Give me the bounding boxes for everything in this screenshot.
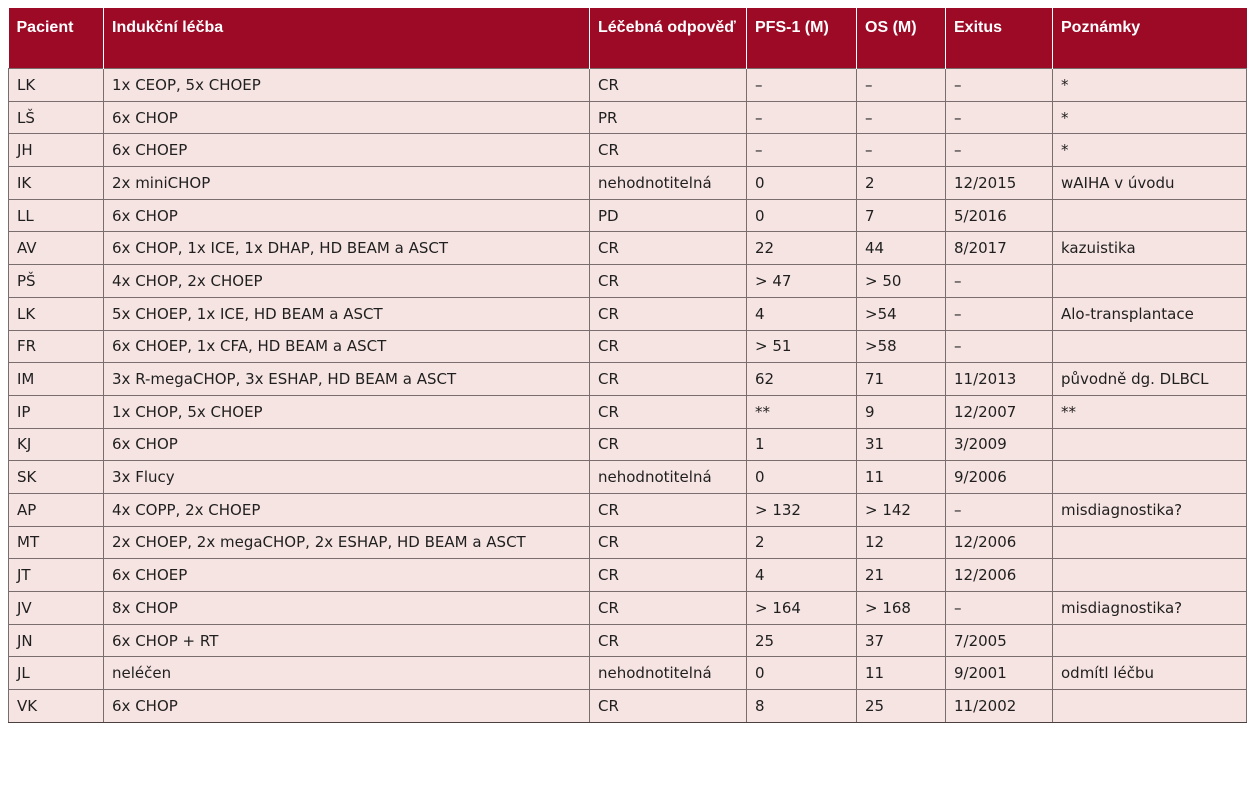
cell-pfs: > 132 xyxy=(747,493,857,526)
cell-os: >54 xyxy=(857,297,946,330)
cell-lecebna-odpoved: PR xyxy=(590,101,747,134)
cell-exitus: 9/2001 xyxy=(946,657,1053,690)
cell-pacient: KJ xyxy=(9,428,104,461)
header-pfs: PFS-1 (M) xyxy=(747,8,857,69)
cell-poznamky: * xyxy=(1053,101,1247,134)
cell-indukcni-lecba: 5x CHOEP, 1x ICE, HD BEAM a ASCT xyxy=(104,297,590,330)
cell-indukcni-lecba: 1x CEOP, 5x CHOEP xyxy=(104,69,590,102)
cell-os: 31 xyxy=(857,428,946,461)
cell-poznamky xyxy=(1053,461,1247,494)
cell-exitus: 5/2016 xyxy=(946,199,1053,232)
header-pacient: Pacient xyxy=(9,8,104,69)
cell-lecebna-odpoved: nehodnotitelná xyxy=(590,461,747,494)
cell-lecebna-odpoved: CR xyxy=(590,690,747,723)
header-os: OS (M) xyxy=(857,8,946,69)
cell-exitus: 12/2015 xyxy=(946,167,1053,200)
cell-poznamky: ** xyxy=(1053,395,1247,428)
table-row xyxy=(9,493,1247,526)
cell-poznamky: kazuistika xyxy=(1053,232,1247,265)
cell-lecebna-odpoved: CR xyxy=(590,559,747,592)
cell-indukcni-lecba: 6x CHOP xyxy=(104,690,590,723)
cell-lecebna-odpoved: CR xyxy=(590,395,747,428)
cell-exitus: 12/2006 xyxy=(946,526,1053,559)
cell-exitus: – xyxy=(946,265,1053,298)
cell-pacient: JH xyxy=(9,134,104,167)
cell-exitus: – xyxy=(946,297,1053,330)
cell-indukcni-lecba: 6x CHOEP xyxy=(104,134,590,167)
cell-poznamky: původně dg. DLBCL xyxy=(1053,363,1247,396)
cell-pfs: ** xyxy=(747,395,857,428)
table-row xyxy=(9,526,1247,559)
cell-poznamky: misdiagnostika? xyxy=(1053,493,1247,526)
cell-os: 71 xyxy=(857,363,946,396)
cell-pfs: 62 xyxy=(747,363,857,396)
cell-os: – xyxy=(857,69,946,102)
cell-poznamky xyxy=(1053,265,1247,298)
cell-pacient: LŠ xyxy=(9,101,104,134)
table-row xyxy=(9,657,1247,690)
cell-indukcni-lecba: 6x CHOP, 1x ICE, 1x DHAP, HD BEAM a ASCT xyxy=(104,232,590,265)
table-row xyxy=(9,297,1247,330)
cell-pfs: > 51 xyxy=(747,330,857,363)
cell-pfs: 2 xyxy=(747,526,857,559)
cell-os: – xyxy=(857,134,946,167)
cell-pfs: 0 xyxy=(747,461,857,494)
cell-pacient: LK xyxy=(9,69,104,102)
cell-poznamky: Alo-transplantace xyxy=(1053,297,1247,330)
table-row xyxy=(9,461,1247,494)
cell-pfs: 0 xyxy=(747,657,857,690)
cell-exitus: 8/2017 xyxy=(946,232,1053,265)
cell-lecebna-odpoved: CR xyxy=(590,69,747,102)
cell-os: 12 xyxy=(857,526,946,559)
cell-exitus: – xyxy=(946,330,1053,363)
table-row xyxy=(9,232,1247,265)
cell-poznamky: misdiagnostika? xyxy=(1053,592,1247,625)
cell-lecebna-odpoved: CR xyxy=(590,297,747,330)
cell-lecebna-odpoved: CR xyxy=(590,526,747,559)
cell-pacient: JN xyxy=(9,624,104,657)
table-row xyxy=(9,330,1247,363)
cell-pacient: AV xyxy=(9,232,104,265)
cell-lecebna-odpoved: CR xyxy=(590,592,747,625)
cell-pfs: 0 xyxy=(747,167,857,200)
cell-pfs: 8 xyxy=(747,690,857,723)
cell-poznamky xyxy=(1053,690,1247,723)
table-row xyxy=(9,101,1247,134)
cell-indukcni-lecba: 6x CHOP xyxy=(104,428,590,461)
cell-exitus: 7/2005 xyxy=(946,624,1053,657)
cell-poznamky xyxy=(1053,428,1247,461)
cell-os: 9 xyxy=(857,395,946,428)
cell-pfs: 22 xyxy=(747,232,857,265)
table-row xyxy=(9,134,1247,167)
cell-pfs: 1 xyxy=(747,428,857,461)
cell-indukcni-lecba: 3x Flucy xyxy=(104,461,590,494)
cell-indukcni-lecba: 2x miniCHOP xyxy=(104,167,590,200)
cell-os: 11 xyxy=(857,461,946,494)
cell-exitus: 11/2013 xyxy=(946,363,1053,396)
table-row xyxy=(9,559,1247,592)
cell-indukcni-lecba: 8x CHOP xyxy=(104,592,590,625)
cell-os: >58 xyxy=(857,330,946,363)
cell-lecebna-odpoved: CR xyxy=(590,428,747,461)
cell-os: 2 xyxy=(857,167,946,200)
cell-pacient: IK xyxy=(9,167,104,200)
cell-pacient: JT xyxy=(9,559,104,592)
table-row xyxy=(9,428,1247,461)
cell-exitus: – xyxy=(946,493,1053,526)
cell-exitus: 9/2006 xyxy=(946,461,1053,494)
patient-table xyxy=(8,8,1247,723)
cell-pfs: 25 xyxy=(747,624,857,657)
cell-os: 37 xyxy=(857,624,946,657)
header-lecebna-odpoved: Léčebná odpověď xyxy=(590,8,747,69)
cell-os: 44 xyxy=(857,232,946,265)
cell-pfs: 0 xyxy=(747,199,857,232)
cell-poznamky xyxy=(1053,526,1247,559)
patient-table-container xyxy=(8,8,1246,723)
cell-pacient: FR xyxy=(9,330,104,363)
cell-os: > 50 xyxy=(857,265,946,298)
table-row xyxy=(9,690,1247,723)
cell-indukcni-lecba: 6x CHOP xyxy=(104,199,590,232)
cell-indukcni-lecba: 2x CHOEP, 2x megaCHOP, 2x ESHAP, HD BEAM a ASCT xyxy=(104,526,590,559)
cell-indukcni-lecba: 4x CHOP, 2x CHOEP xyxy=(104,265,590,298)
cell-lecebna-odpoved: nehodnotitelná xyxy=(590,657,747,690)
cell-os: > 168 xyxy=(857,592,946,625)
header-row xyxy=(9,8,1247,69)
cell-pacient: JV xyxy=(9,592,104,625)
table-row xyxy=(9,592,1247,625)
table-row xyxy=(9,69,1247,102)
cell-os: > 142 xyxy=(857,493,946,526)
cell-pfs: 4 xyxy=(747,559,857,592)
cell-poznamky xyxy=(1053,559,1247,592)
cell-lecebna-odpoved: CR xyxy=(590,265,747,298)
cell-indukcni-lecba: 1x CHOP, 5x CHOEP xyxy=(104,395,590,428)
table-row xyxy=(9,363,1247,396)
cell-poznamky: * xyxy=(1053,134,1247,167)
cell-pacient: PŠ xyxy=(9,265,104,298)
cell-exitus: – xyxy=(946,101,1053,134)
cell-poznamky xyxy=(1053,330,1247,363)
cell-poznamky xyxy=(1053,199,1247,232)
cell-os: 11 xyxy=(857,657,946,690)
table-header xyxy=(9,8,1247,69)
cell-poznamky xyxy=(1053,624,1247,657)
cell-pacient: AP xyxy=(9,493,104,526)
cell-pfs: – xyxy=(747,134,857,167)
cell-exitus: – xyxy=(946,592,1053,625)
cell-indukcni-lecba: 4x COPP, 2x CHOEP xyxy=(104,493,590,526)
cell-os: – xyxy=(857,101,946,134)
cell-exitus: 11/2002 xyxy=(946,690,1053,723)
cell-indukcni-lecba: neléčen xyxy=(104,657,590,690)
cell-os: 21 xyxy=(857,559,946,592)
cell-indukcni-lecba: 6x CHOP + RT xyxy=(104,624,590,657)
cell-poznamky: * xyxy=(1053,69,1247,102)
table-body xyxy=(9,69,1247,723)
cell-os: 25 xyxy=(857,690,946,723)
table-row xyxy=(9,265,1247,298)
table-row xyxy=(9,199,1247,232)
cell-lecebna-odpoved: PD xyxy=(590,199,747,232)
cell-lecebna-odpoved: CR xyxy=(590,330,747,363)
cell-os: 7 xyxy=(857,199,946,232)
cell-exitus: 3/2009 xyxy=(946,428,1053,461)
cell-exitus: – xyxy=(946,134,1053,167)
cell-pfs: > 164 xyxy=(747,592,857,625)
cell-pfs: > 47 xyxy=(747,265,857,298)
cell-exitus: – xyxy=(946,69,1053,102)
cell-lecebna-odpoved: CR xyxy=(590,232,747,265)
table-row xyxy=(9,395,1247,428)
header-poznamky: Poznámky xyxy=(1053,8,1247,69)
header-exitus: Exitus xyxy=(946,8,1053,69)
cell-pfs: – xyxy=(747,69,857,102)
cell-indukcni-lecba: 6x CHOEP xyxy=(104,559,590,592)
cell-pacient: VK xyxy=(9,690,104,723)
cell-lecebna-odpoved: CR xyxy=(590,493,747,526)
cell-indukcni-lecba: 3x R-megaCHOP, 3x ESHAP, HD BEAM a ASCT xyxy=(104,363,590,396)
cell-lecebna-odpoved: CR xyxy=(590,363,747,396)
cell-pacient: SK xyxy=(9,461,104,494)
cell-pacient: JL xyxy=(9,657,104,690)
cell-indukcni-lecba: 6x CHOP xyxy=(104,101,590,134)
cell-pacient: IP xyxy=(9,395,104,428)
cell-lecebna-odpoved: CR xyxy=(590,134,747,167)
cell-pacient: MT xyxy=(9,526,104,559)
cell-pacient: LL xyxy=(9,199,104,232)
table-row xyxy=(9,624,1247,657)
table-row xyxy=(9,167,1247,200)
cell-lecebna-odpoved: nehodnotitelná xyxy=(590,167,747,200)
cell-exitus: 12/2006 xyxy=(946,559,1053,592)
cell-poznamky: wAIHA v úvodu xyxy=(1053,167,1247,200)
cell-lecebna-odpoved: CR xyxy=(590,624,747,657)
cell-poznamky: odmítl léčbu xyxy=(1053,657,1247,690)
cell-exitus: 12/2007 xyxy=(946,395,1053,428)
cell-pfs: 4 xyxy=(747,297,857,330)
cell-indukcni-lecba: 6x CHOEP, 1x CFA, HD BEAM a ASCT xyxy=(104,330,590,363)
cell-pacient: LK xyxy=(9,297,104,330)
header-indukcni-lecba: Indukční léčba xyxy=(104,8,590,69)
cell-pfs: – xyxy=(747,101,857,134)
cell-pacient: IM xyxy=(9,363,104,396)
